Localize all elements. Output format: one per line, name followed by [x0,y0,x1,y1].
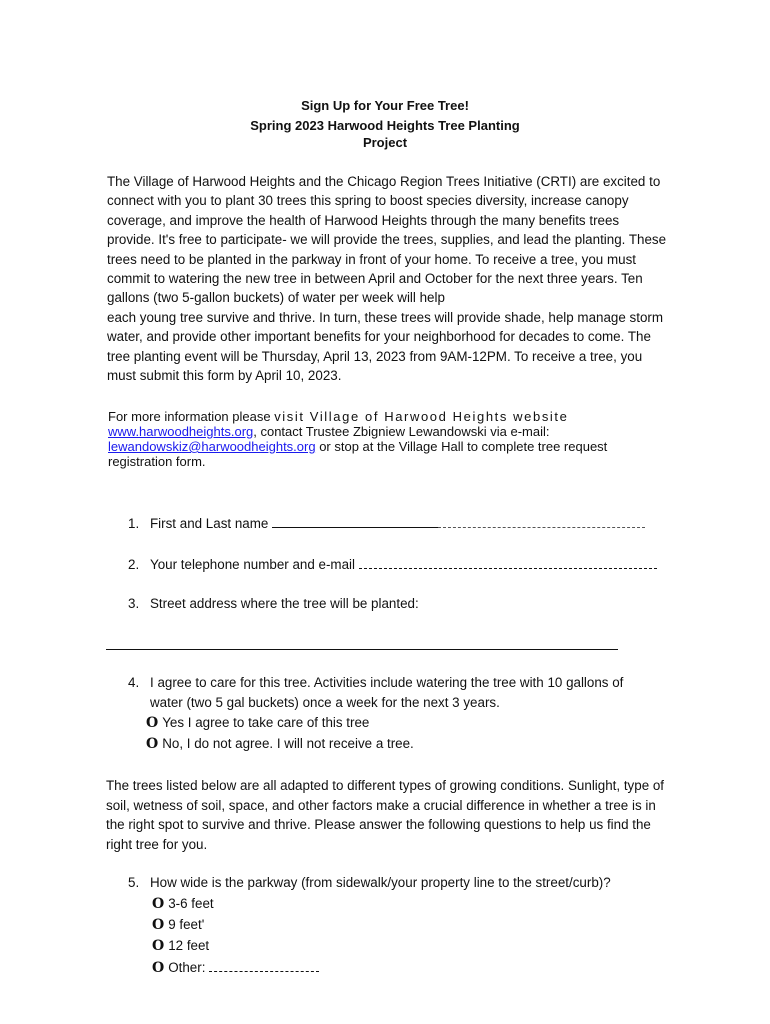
intro-paragraph-2: each young tree survive and thrive. In turn, these trees will provide shade, help manage storm water, and provide other important benefits for your neighborhood for decades to come. The tree planting event will be Thursday, April 13, 2023 from 9AM-12PM. To receive a tree, you must submit this form by April 10, 2023. [107,309,664,384]
radio-circle-icon[interactable]: O [152,896,165,912]
agree-yes-label: Yes I agree to take care of this tree [162,715,370,730]
parkway-option-label: Other: [168,960,206,975]
question-4-line-1: I agree to care for this tree. Activities include watering the tree with 10 gallons of [150,675,624,690]
agree-yes-option[interactable] [146,713,369,733]
agree-no-label: No, I do not agree. I will not receive a tree. [162,736,414,751]
question-1-label: First and Last name [150,516,269,531]
name-field[interactable] [272,515,438,528]
info-prefix: For more information please [108,409,275,424]
parkway-option-label: 12 feet [168,938,210,953]
radio-circle-icon[interactable]: O [146,736,159,752]
name-field-extension[interactable] [438,515,645,528]
intro-paragraph-1: The Village of Harwood Heights and the Chicago Region Trees Initiative (CRTI) are excited to connect with you to plant 30 trees this spring to boost species diversity, increase canopy coverage, and improve the health of Harwood Heights through the many benefits trees provide. It's free to participate- we will provide the trees, supplies, and lead the planting. These trees need to be planted in the parkway in front of your home. To receive a tree, you must commit to watering the new tree in between April and October for the next three years. Ten gallons (two 5-gallon buckets) of water per week will help [107,174,667,306]
question-2-number: 2. [128,557,140,572]
address-field[interactable] [106,649,618,650]
question-4 [128,673,623,693]
phone-email-field[interactable] [359,556,657,569]
parkway-option-12[interactable] [152,936,209,956]
question-5-number: 5. [128,875,140,890]
info-spaced-text: visit Village of Harwood Heights website [274,409,569,424]
other-width-field[interactable] [209,959,319,972]
parkway-option-other[interactable] [152,958,319,978]
question-4-number: 4. [128,675,140,690]
agree-no-option[interactable] [146,734,414,754]
intro-section [107,172,667,385]
radio-circle-icon[interactable]: O [152,938,165,954]
parkway-option-label: 9 feet' [168,917,205,932]
question-4-continued: water (two 5 gal buckets) once a week for the next 3 years. [150,695,500,710]
question-3 [128,594,419,614]
question-2-label: Your telephone number and e-mail [150,557,355,572]
question-1-number: 1. [128,516,140,531]
info-paragraph [108,409,668,469]
radio-circle-icon[interactable]: O [152,917,165,933]
title-line-1: Sign Up for Your Free Tree! [301,98,469,113]
radio-circle-icon[interactable]: O [152,960,165,976]
parkway-option-label: 3-6 feet [168,896,214,911]
radio-circle-icon[interactable]: O [146,715,159,731]
email-link[interactable]: lewandowskiz@harwoodheights.org [108,439,316,454]
info-mid: , contact Trustee Zbigniew Lewandowski via e-mail: [253,424,550,439]
trees-paragraph: The trees listed below are all adapted to different types of growing conditions. Sunlight, type of soil, wetness of soil, space, and other factors make a crucial difference in whether a tree is in the right spot to survive and thrive. Please answer the following questions to help us find the right tree for you. [106,778,665,852]
question-5 [128,873,611,893]
parkway-option-3-6[interactable] [152,894,214,914]
question-5-label: How wide is the parkway (from sidewalk/your property line to the street/curb)? [150,875,611,890]
title-line-2: Spring 2023 Harwood Heights Tree Planting [250,118,520,133]
question-2 [128,555,657,575]
website-link[interactable]: www.harwoodheights.org [108,424,254,439]
parkway-option-9[interactable] [152,915,204,935]
question-3-number: 3. [128,596,140,611]
question-1 [128,514,645,534]
title-line-3: Project [362,135,408,150]
question-3-label: Street address where the tree will be planted: [150,596,419,611]
info-suffix: or stop at the Village Hall to complete tree request registration form. [108,439,608,469]
